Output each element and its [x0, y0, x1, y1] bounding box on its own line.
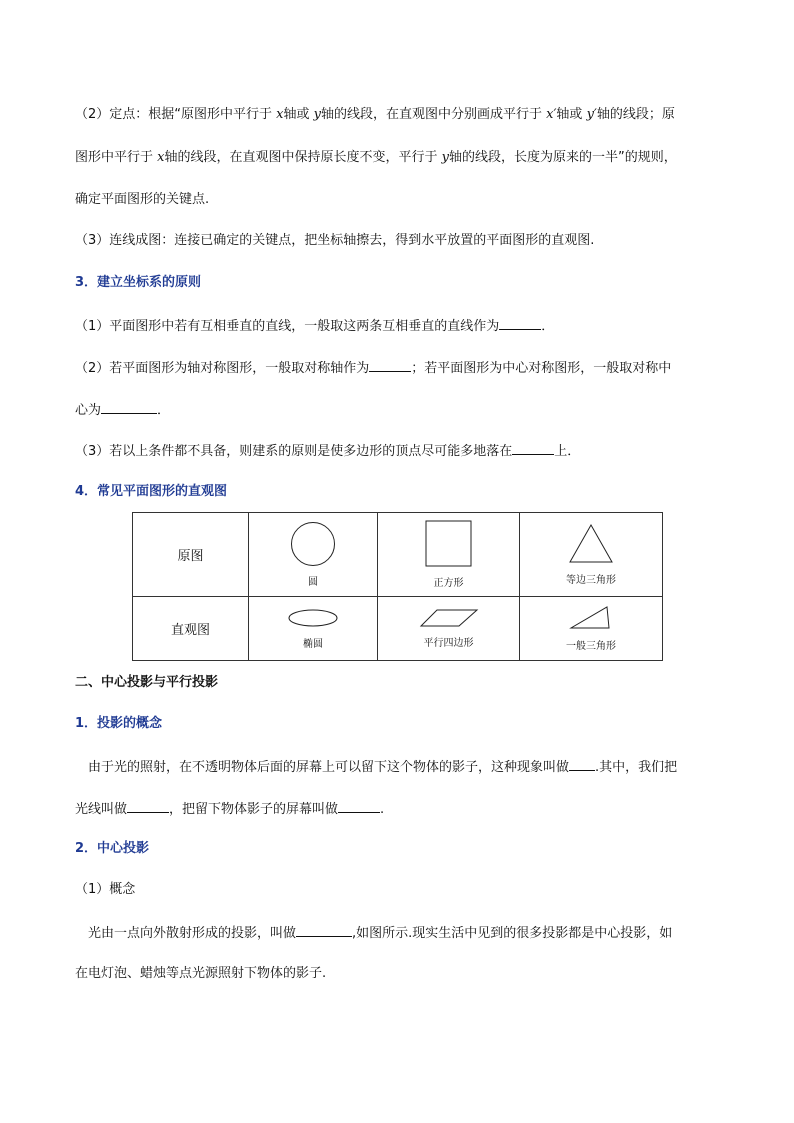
section3-item1	[75, 315, 554, 337]
circle-figure	[288, 521, 338, 567]
text: 图形中平行于	[75, 150, 158, 165]
shapes-table	[132, 512, 663, 661]
text: 光线叫做	[75, 802, 128, 817]
central-projection-heading: 2．中心投影	[75, 841, 150, 856]
var-x: x	[276, 107, 284, 122]
section3-item2-line1	[75, 357, 671, 379]
text: （1）平面图形中若有互相垂直的直线，一般取这两条互相垂直的直线作为	[75, 319, 500, 334]
square-figure	[424, 520, 474, 568]
parallelogram-caption: 平行四边形	[423, 638, 474, 649]
text: 轴的线段，在直观图中分别画成平行于	[320, 107, 547, 122]
projection-paragraph-line1	[88, 756, 677, 778]
parallelogram-figure	[419, 608, 479, 628]
var-x-prime: x′	[546, 107, 557, 122]
ellipse-caption: 椭圆	[303, 639, 323, 650]
fill-blank[interactable]	[127, 798, 169, 813]
paragraph-fix-points-line3: 确定平面图形的关键点.	[75, 192, 210, 207]
part2-heading: 二、中心投影与平行投影	[75, 675, 219, 690]
table-row	[133, 597, 663, 661]
projection-paragraph-line2	[75, 798, 384, 820]
text: （3）若以上条件都不具备，则建系的原则是使多边形的顶点尽可能多地落在	[75, 444, 513, 459]
text: ；若平面图形为中心对称图形，一般取对称中	[411, 361, 672, 376]
equilateral-triangle-figure	[568, 523, 614, 565]
text: 光由一点向外散射形成的投影，叫做	[88, 926, 297, 941]
text: 轴的线段，在直观图中保持原长度不变，平行于	[164, 150, 442, 165]
section4-heading: 4．常见平面图形的直观图	[75, 484, 228, 499]
text: .其中，我们把	[595, 760, 678, 775]
text: （2）若平面图形为轴对称图形，一般取对称轴作为	[75, 361, 370, 376]
text: 上．	[554, 444, 581, 459]
text: 轴或	[283, 107, 314, 122]
text: ,如图所示.现实生活中见到的很多投影都是中心投影，如	[352, 926, 673, 941]
cell-square	[378, 513, 520, 597]
text: 轴的线段；原	[596, 107, 675, 122]
cell-ellipse	[249, 597, 378, 661]
fill-blank[interactable]	[101, 399, 157, 414]
fill-blank[interactable]	[512, 440, 554, 455]
paragraph-fix-points-line2	[75, 148, 677, 168]
fill-blank[interactable]	[369, 357, 411, 372]
var-x: x	[157, 150, 165, 165]
text: .	[380, 802, 385, 817]
var-y-prime: y′	[586, 107, 597, 122]
cell-parallelogram	[378, 597, 520, 661]
paragraph-fix-points-line1	[75, 105, 675, 125]
cell-general-triangle	[520, 597, 663, 661]
text: ．	[157, 403, 171, 418]
text: （2）定点：根据“原图形中平行于	[75, 107, 277, 122]
var-y: y	[441, 150, 449, 165]
row-label-intuitive: 直观图	[133, 597, 249, 661]
section3-heading: 3．建立坐标系的原则	[75, 275, 202, 290]
fill-blank[interactable]	[499, 315, 541, 330]
text: 由于光的照射，在不透明物体后面的屏幕上可以留下这个物体的影子，这种现象叫做	[88, 760, 570, 775]
text: 轴的线段，长度为原来的一半”的规则，	[448, 150, 677, 165]
circle-caption: 圆	[308, 577, 318, 588]
cell-equilateral-triangle	[520, 513, 663, 597]
cell-circle	[249, 513, 378, 597]
central-projection-line1	[88, 922, 672, 944]
fill-blank[interactable]	[338, 798, 380, 813]
text: 心为	[75, 403, 102, 418]
concept-label: （1）概念	[75, 882, 136, 897]
section3-item2-line2	[75, 399, 170, 421]
triangle-caption: 等边三角形	[566, 575, 616, 586]
general-triangle-figure	[569, 605, 613, 631]
paragraph-connect: （3）连线成图：连接已确定的关键点，把坐标轴擦去，得到水平放置的平面图形的直观图.	[75, 233, 595, 248]
fill-blank[interactable]	[569, 756, 595, 771]
central-projection-line2: 在电灯泡、蜡烛等点光源照射下物体的影子.	[75, 966, 327, 981]
row-label-original: 原图	[133, 513, 249, 597]
text: ．	[541, 319, 555, 334]
square-caption: 正方形	[433, 578, 464, 589]
ellipse-figure	[287, 607, 339, 629]
general-triangle-caption: 一般三角形	[566, 641, 616, 652]
section3-item3	[75, 440, 580, 462]
projection-concept-heading: 1．投影的概念	[75, 716, 163, 731]
text: ，把留下物体影子的屏幕叫做	[169, 802, 339, 817]
text: 轴或	[556, 107, 587, 122]
table-row	[133, 513, 663, 597]
fill-blank[interactable]	[296, 922, 352, 937]
var-y: y	[313, 107, 321, 122]
